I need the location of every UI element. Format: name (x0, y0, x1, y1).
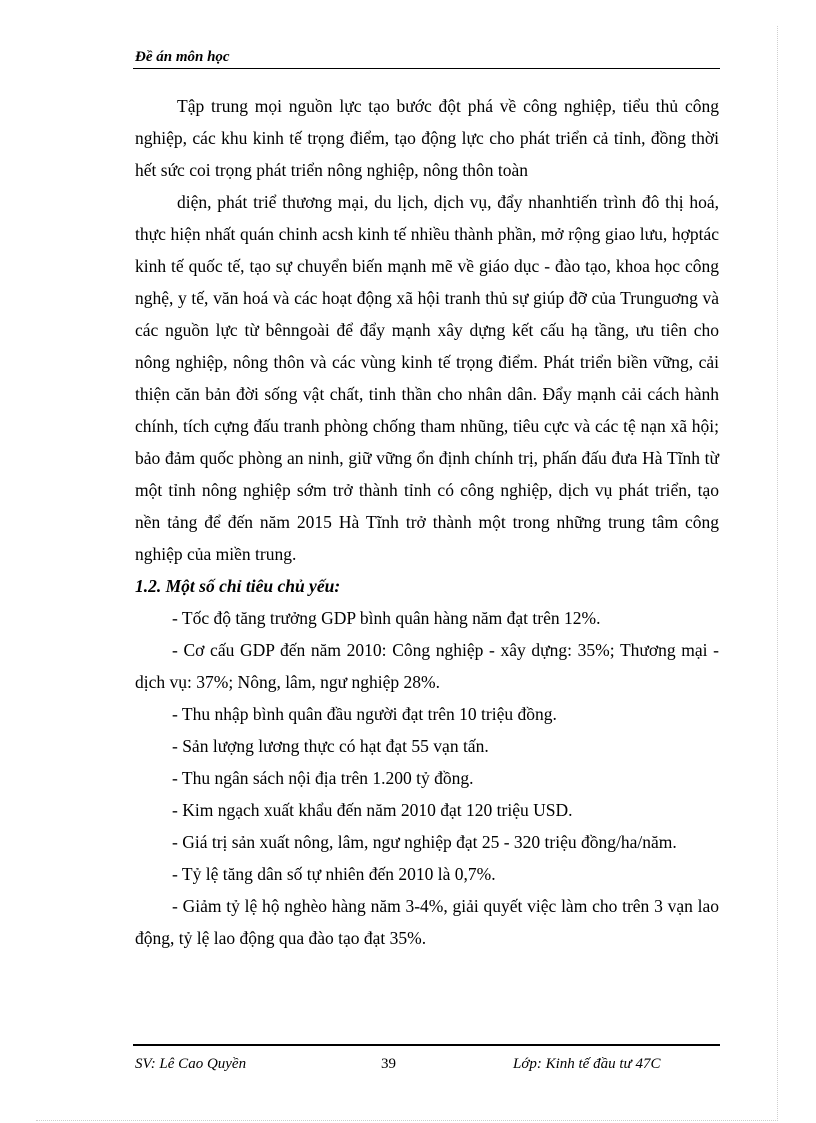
target-item: - Tốc độ tăng trưởng GDP bình quân hàng năm đạt trên 12%. (172, 608, 601, 628)
target-item: - Thu nhập bình quân đầu người đạt trên 10 triệu đồng. (172, 704, 557, 724)
section-heading: 1.2. Một số chỉ tiêu chủ yếu: (135, 576, 341, 596)
target-item: - Cơ cấu GDP đến năm 2010: Công nghiệp - xây dựng: 35%; Thương mại - dịch vụ: 37%; Nông, lâm, ngư nghiệp 28%. (135, 640, 719, 692)
target-item: - Kim ngạch xuất khẩu đến năm 2010 đạt 120 triệu USD. (172, 800, 573, 820)
intro-paragraph-2: diện, phát triể thương mại, du lịch, dịch vụ, đẩy nhanhtiến trình đô thị hoá, thực hiện nhất quán chinh acsh kinh tế nhiều thành phần, mở rộng giao lưu, hợptác kinh tế quốc tế, tạo sự chuyển biến mạnh mẽ về giáo dục - đào tạo, khoa học công nghệ, y tế, văn hoá và các hoạt động xã hội tranh thủ sự giúp đỡ của Trunguơng và các nguồn lực từ bênngoài để đẩy mạnh xây dựng kết cấu hạ tầng, ưu tiên cho nông nghiệp, nông thôn và các vùng kinh tế trọng điểm. Phát triển biền vững, cải thiện căn bản đời sống vật chất, tinh thần cho nhân dân. Đẩy mạnh cải cách hành chính, tích cựng đấu tranh phòng chống tham nhũng, tiêu cực và các tệ nạn xã hội; bảo đảm quốc phòng an ninh, giữ vững ổn định chính trị, phấn đấu đưa Hà Tĩnh từ một tỉnh nông nghiệp sớm trở thành tỉnh có công nghiệp, dịch vụ phát triển, tạo nền tảng để đến năm 2015 Hà Tĩnh trở thành một trong những trung tâm công nghiệp của miền trung. (135, 192, 719, 564)
target-item: - Giảm tỷ lệ hộ nghèo hàng năm 3-4%, giải quyết việc làm cho trên 3 vạn lao động, tỷ lệ lao động qua đào tạo đạt 35%. (135, 896, 719, 948)
document-body (135, 90, 719, 954)
intro-paragraph-1: Tập trung mọi nguồn lực tạo bước đột phá về công nghiệp, tiểu thủ công nghiệp, các khu kinh tế trọng điểm, tạo động lực cho phát triển cả tỉnh, đồng thời hết sức coi trọng phát triển nông nghiệp, nông thôn toàn (135, 96, 719, 180)
page-number: 39 (381, 1056, 396, 1072)
footer-student: SV: Lê Cao Quyền (135, 1056, 247, 1072)
header-divider (133, 68, 720, 69)
target-item: - Tỷ lệ tăng dân số tự nhiên đến 2010 là 0,7%. (172, 864, 496, 884)
header-title: Đề án môn học (135, 49, 230, 65)
target-item: - Thu ngân sách nội địa trên 1.200 tỷ đồng. (172, 768, 474, 788)
target-item: - Giá trị sản xuất nông, lâm, ngư nghiệp đạt 25 - 320 triệu đồng/ha/năm. (172, 832, 677, 852)
footer-class: Lớp: Kinh tế đầu tư 47C (513, 1056, 661, 1072)
footer-divider (133, 1044, 720, 1046)
target-item: - Sản lượng lương thực có hạt đạt 55 vạn tấn. (172, 736, 489, 756)
